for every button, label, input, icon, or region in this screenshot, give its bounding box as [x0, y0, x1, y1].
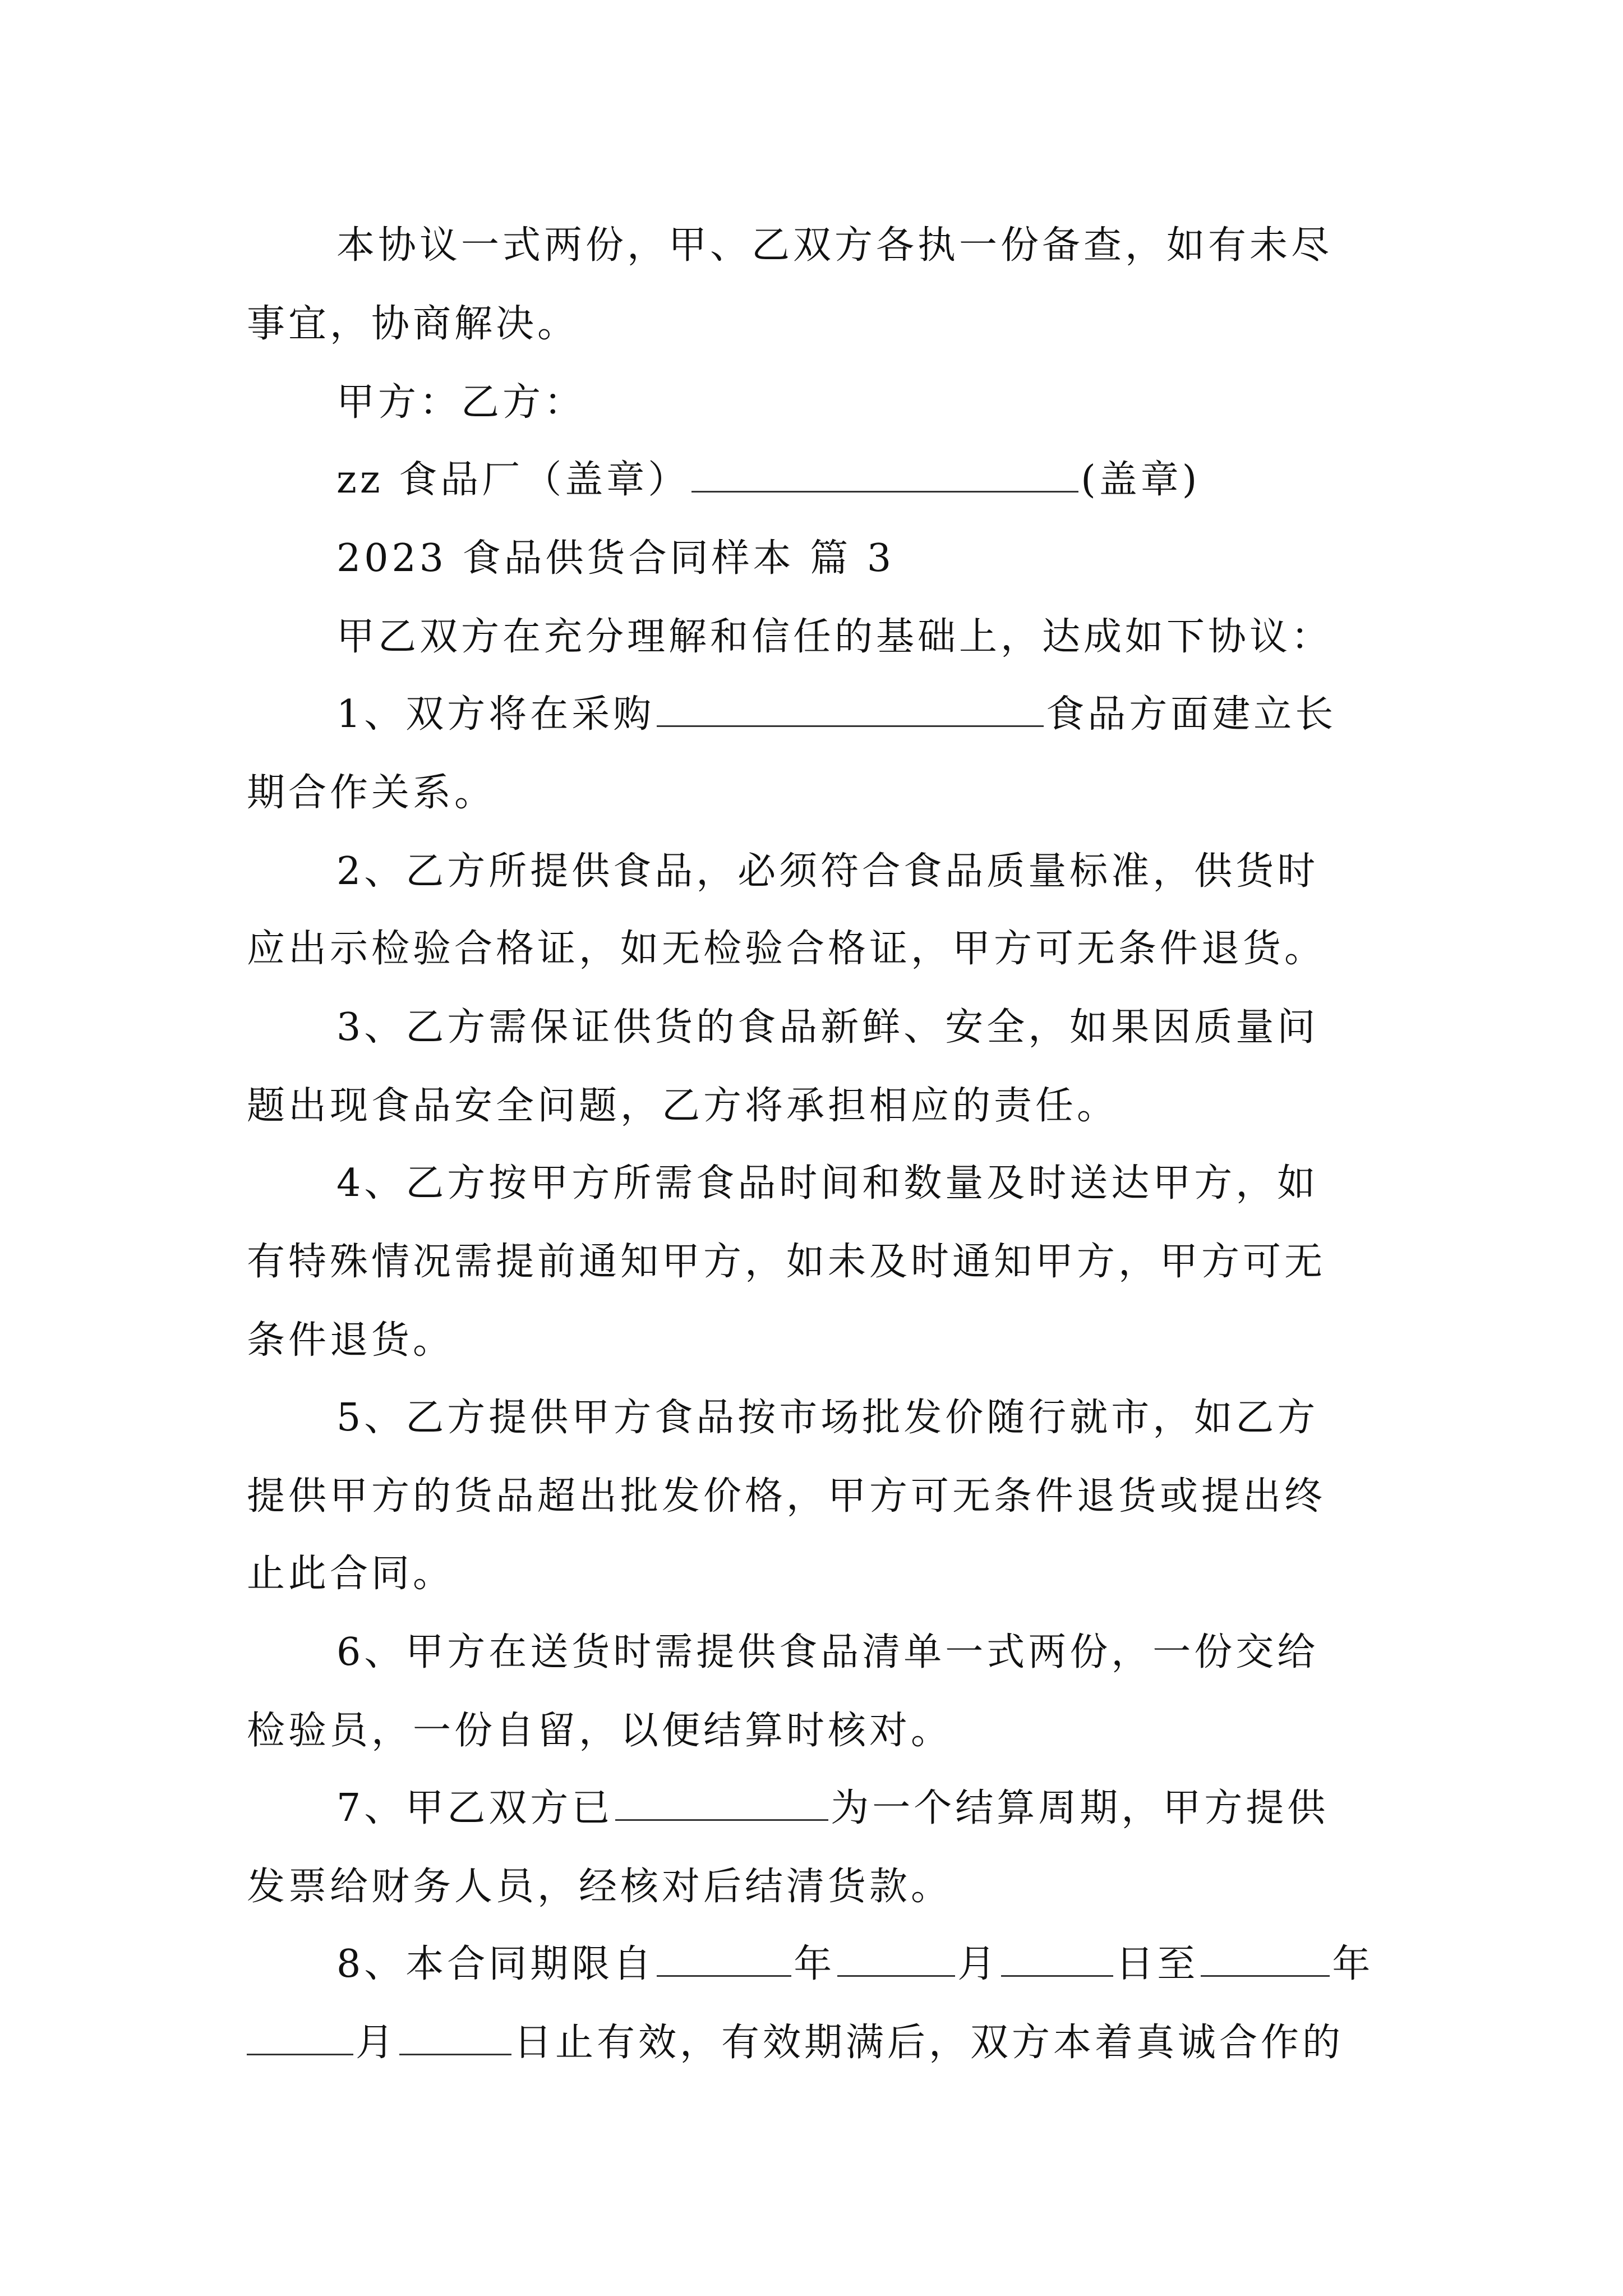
clause-8-month2-label: 月: [356, 2021, 398, 2065]
clause-7-text-a: 7、甲乙双方已: [336, 1786, 614, 1830]
clause-8-day1-label: 日至: [1115, 1942, 1199, 1986]
clause-7-line2: 发票给财务人员，经核对后结清货款。: [247, 1865, 953, 1909]
clause-5-line1: 5、乙方提供甲方食品按市场批发价随行就市，如乙方: [336, 1396, 1319, 1440]
clause-1-line1: [336, 689, 1336, 740]
seal-line: [336, 454, 1200, 506]
clause-4-line2: 有特殊情况需提前通知甲方，如未及时通知甲方，甲方可无: [247, 1240, 1326, 1284]
clause-7-line1: [336, 1783, 1329, 1834]
seal-right-label: (盖章): [1081, 458, 1201, 502]
clause-8-month1-label: 月: [957, 1942, 999, 1986]
clause-1-line2: 期合作关系。: [247, 771, 496, 815]
clause-3-line2: 题出现食品安全问题，乙方将承担相应的责任。: [247, 1084, 1119, 1128]
paragraph-copies-line1: 本协议一式两份，甲、乙双方各执一份备查，如有未尽: [336, 223, 1333, 268]
clause-5-line3: 止此合同。: [247, 1552, 455, 1596]
clause-5-line2: 提供甲方的货品超出批发价格，甲方可无条件退货或提出终: [247, 1474, 1326, 1519]
section-title: 2023 食品供货合同样本 篇 3: [336, 536, 895, 581]
clause-8-text-a: 8、本合同期限自: [336, 1942, 655, 1986]
clause-7-blank: [615, 1786, 828, 1821]
clause-8-year2-blank: [1201, 1941, 1330, 1977]
clause-8-year1-label: 年: [794, 1942, 836, 1986]
clause-8-day1-blank: [1001, 1941, 1113, 1977]
clause-3-line1: 3、乙方需保证供货的食品新鲜、安全，如果因质量问: [336, 1005, 1319, 1050]
clause-8-tail-text: 日止有效，有效期满后，双方本着真诚合作的: [514, 2021, 1344, 2065]
clause-1-text-b: 食品方面建立长: [1046, 692, 1337, 737]
clause-1-blank: [657, 692, 1044, 727]
clause-7-text-b: 为一个结算周期，甲方提供: [831, 1786, 1329, 1830]
clause-8-month1-blank: [837, 1941, 955, 1977]
clause-8-line1: [336, 1939, 1373, 1990]
parties-line: 甲方：乙方：: [336, 380, 586, 425]
paragraph-copies-line2: 事宜，协商解决。: [247, 302, 579, 346]
clause-8-day2-blank: [399, 2020, 511, 2055]
clause-8-year2-label: 年: [1332, 1942, 1374, 1986]
clause-8-year1-blank: [657, 1941, 791, 1977]
seal-blank: [691, 457, 1078, 493]
intro-line: 甲乙双方在充分理解和信任的基础上，达成如下协议：: [336, 615, 1333, 659]
clause-6-line2: 检验员，一份自留，以便结算时核对。: [247, 1709, 953, 1753]
seal-left-label: zz 食品厂（盖章）: [336, 458, 690, 502]
clause-8-month2-blank: [247, 2020, 353, 2055]
clause-4-line1: 4、乙方按甲方所需食品时间和数量及时送达甲方，如: [336, 1161, 1319, 1205]
clause-1-text-a: 1、双方将在采购: [336, 692, 655, 737]
clause-2-line2: 应出示检验合格证，如无检验合格证，甲方可无条件退货。: [247, 927, 1326, 971]
clause-6-line1: 6、甲方在送货时需提供食品清单一式两份，一份交给: [336, 1630, 1319, 1674]
clause-4-line3: 条件退货。: [247, 1318, 455, 1363]
clause-8-line2: [247, 2017, 1344, 2069]
clause-2-line1: 2、乙方所提供食品，必须符合食品质量标准，供货时: [336, 849, 1319, 894]
